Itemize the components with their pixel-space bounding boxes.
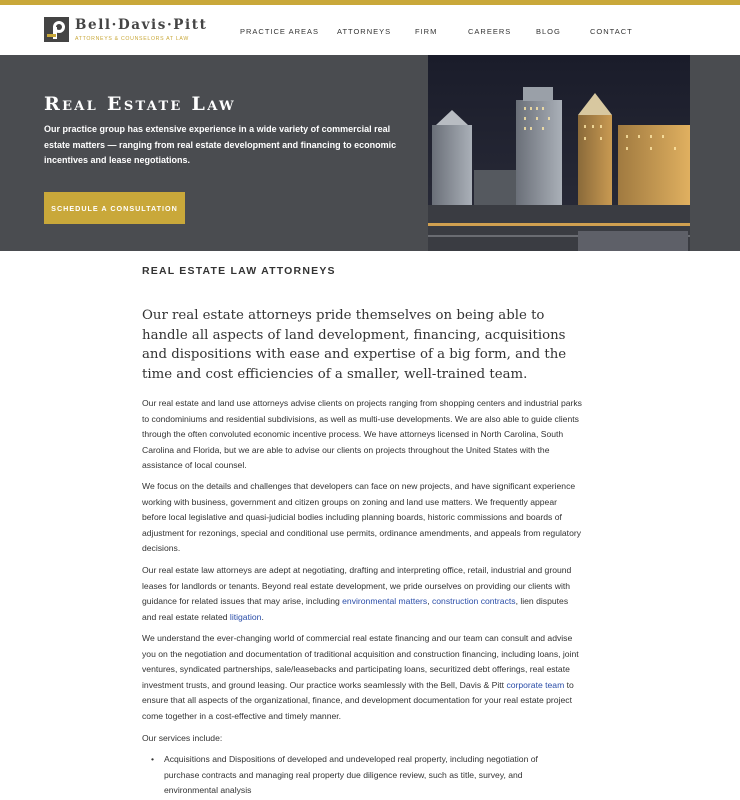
page-title: Real Estate Law: [44, 93, 236, 115]
section-subheading: REAL ESTATE LAW ATTORNEYS: [142, 265, 336, 277]
logo-name: Bell·Davis·Pitt: [75, 17, 208, 33]
logo-mark-icon: [44, 17, 69, 42]
nav-careers[interactable]: CAREERS: [468, 27, 512, 36]
schedule-consultation-button[interactable]: SCHEDULE A CONSULTATION: [44, 192, 185, 224]
corporate-team-link[interactable]: corporate team: [506, 679, 565, 690]
body-paragraph-3: Our real estate law attorneys are adept at negotiating, drafting and interpreting office, retail, industrial and ground leases for landlords or tenants. Beyond real estate development, we pride ourselves on providing our clients with guidance for related issues that may arise, including environmental matters, construction contracts, lien disputes and real estate related litigation.: [142, 565, 572, 622]
logo-tagline: ATTORNEYS & COUNSELORS AT LAW: [75, 36, 189, 42]
hero-description: Our practice group has extensive experience in a wide variety of commercial real estate matters — ranging from real estate development and financing to economic incentives and lease negotiations.: [44, 124, 397, 165]
environmental-matters-link[interactable]: environmental matters: [342, 596, 428, 607]
site-header: [0, 5, 740, 55]
body-paragraph-4: We understand the ever-changing world of commercial real estate financing and our team can consult and advise you on the negotiation and documentation of traditional acquisition and construction financing, including loans, joint ventures, syndicated partnerships, sale/leasebacks and participating loans, securitized debt offerings, real estate investment trusts, and ground leasing. Our practice works seamlessly with the Bell, Davis & Pitt corporate team to ensure that all aspects of the organizational, finance, and development documentation for your real estate project come together in a cost-effective and timely manner.: [142, 633, 579, 721]
nav-firm[interactable]: FIRM: [415, 27, 438, 36]
nav-attorneys[interactable]: ATTORNEYS: [337, 27, 392, 36]
hero-banner: [0, 55, 740, 251]
services-intro: Our services include:: [142, 733, 223, 743]
body-paragraph-1: Our real estate and land use attorneys advise clients on projects ranging from shopping centers and industrial parks to condominiums and residential subdivisions, as well as multi-use developments. We are also able to guide clients through the often convoluted economic incentive process. We have attorneys licensed in North Carolina, South Carolina and Florida, but we are able to advise our clients on projects throughout the United States with the assistance of local counsel.: [142, 398, 582, 471]
hero-city-skyline-image: [428, 55, 690, 251]
construction-contracts-link[interactable]: construction contracts: [431, 596, 516, 607]
lead-paragraph: Our real estate attorneys pride themselves on being able to handle all aspects of land development, financing, acquisitions and dispositions with ease and expertise of a big form, and the time and cost efficiencies of a smaller, well-trained team.: [142, 308, 567, 382]
nav-blog[interactable]: BLOG: [536, 27, 561, 36]
litigation-link[interactable]: litigation: [229, 611, 262, 622]
site-logo[interactable]: [44, 17, 207, 42]
list-item: • Acquisitions and Dispositions of developed and undeveloped real property, including negotiation of purchase contracts and managing real property due diligence review, such as title, survey, and environmental analysis: [142, 752, 562, 799]
services-list: [142, 752, 562, 799]
nav-practice-areas[interactable]: PRACTICE AREAS: [240, 27, 320, 36]
nav-contact[interactable]: CONTACT: [590, 27, 633, 36]
body-paragraph-2: We focus on the details and challenges that developers can face on new projects, and have significant experience working with business, government and citizen groups on zoning and land use matters. We frequently appear before local legislative and quasi-judicial bodies including planning boards, historic commissions and boards of adjustment for rezonings, special and conditional use permits, ordinance amendments, and appeals from regulatory decisions.: [142, 481, 582, 554]
